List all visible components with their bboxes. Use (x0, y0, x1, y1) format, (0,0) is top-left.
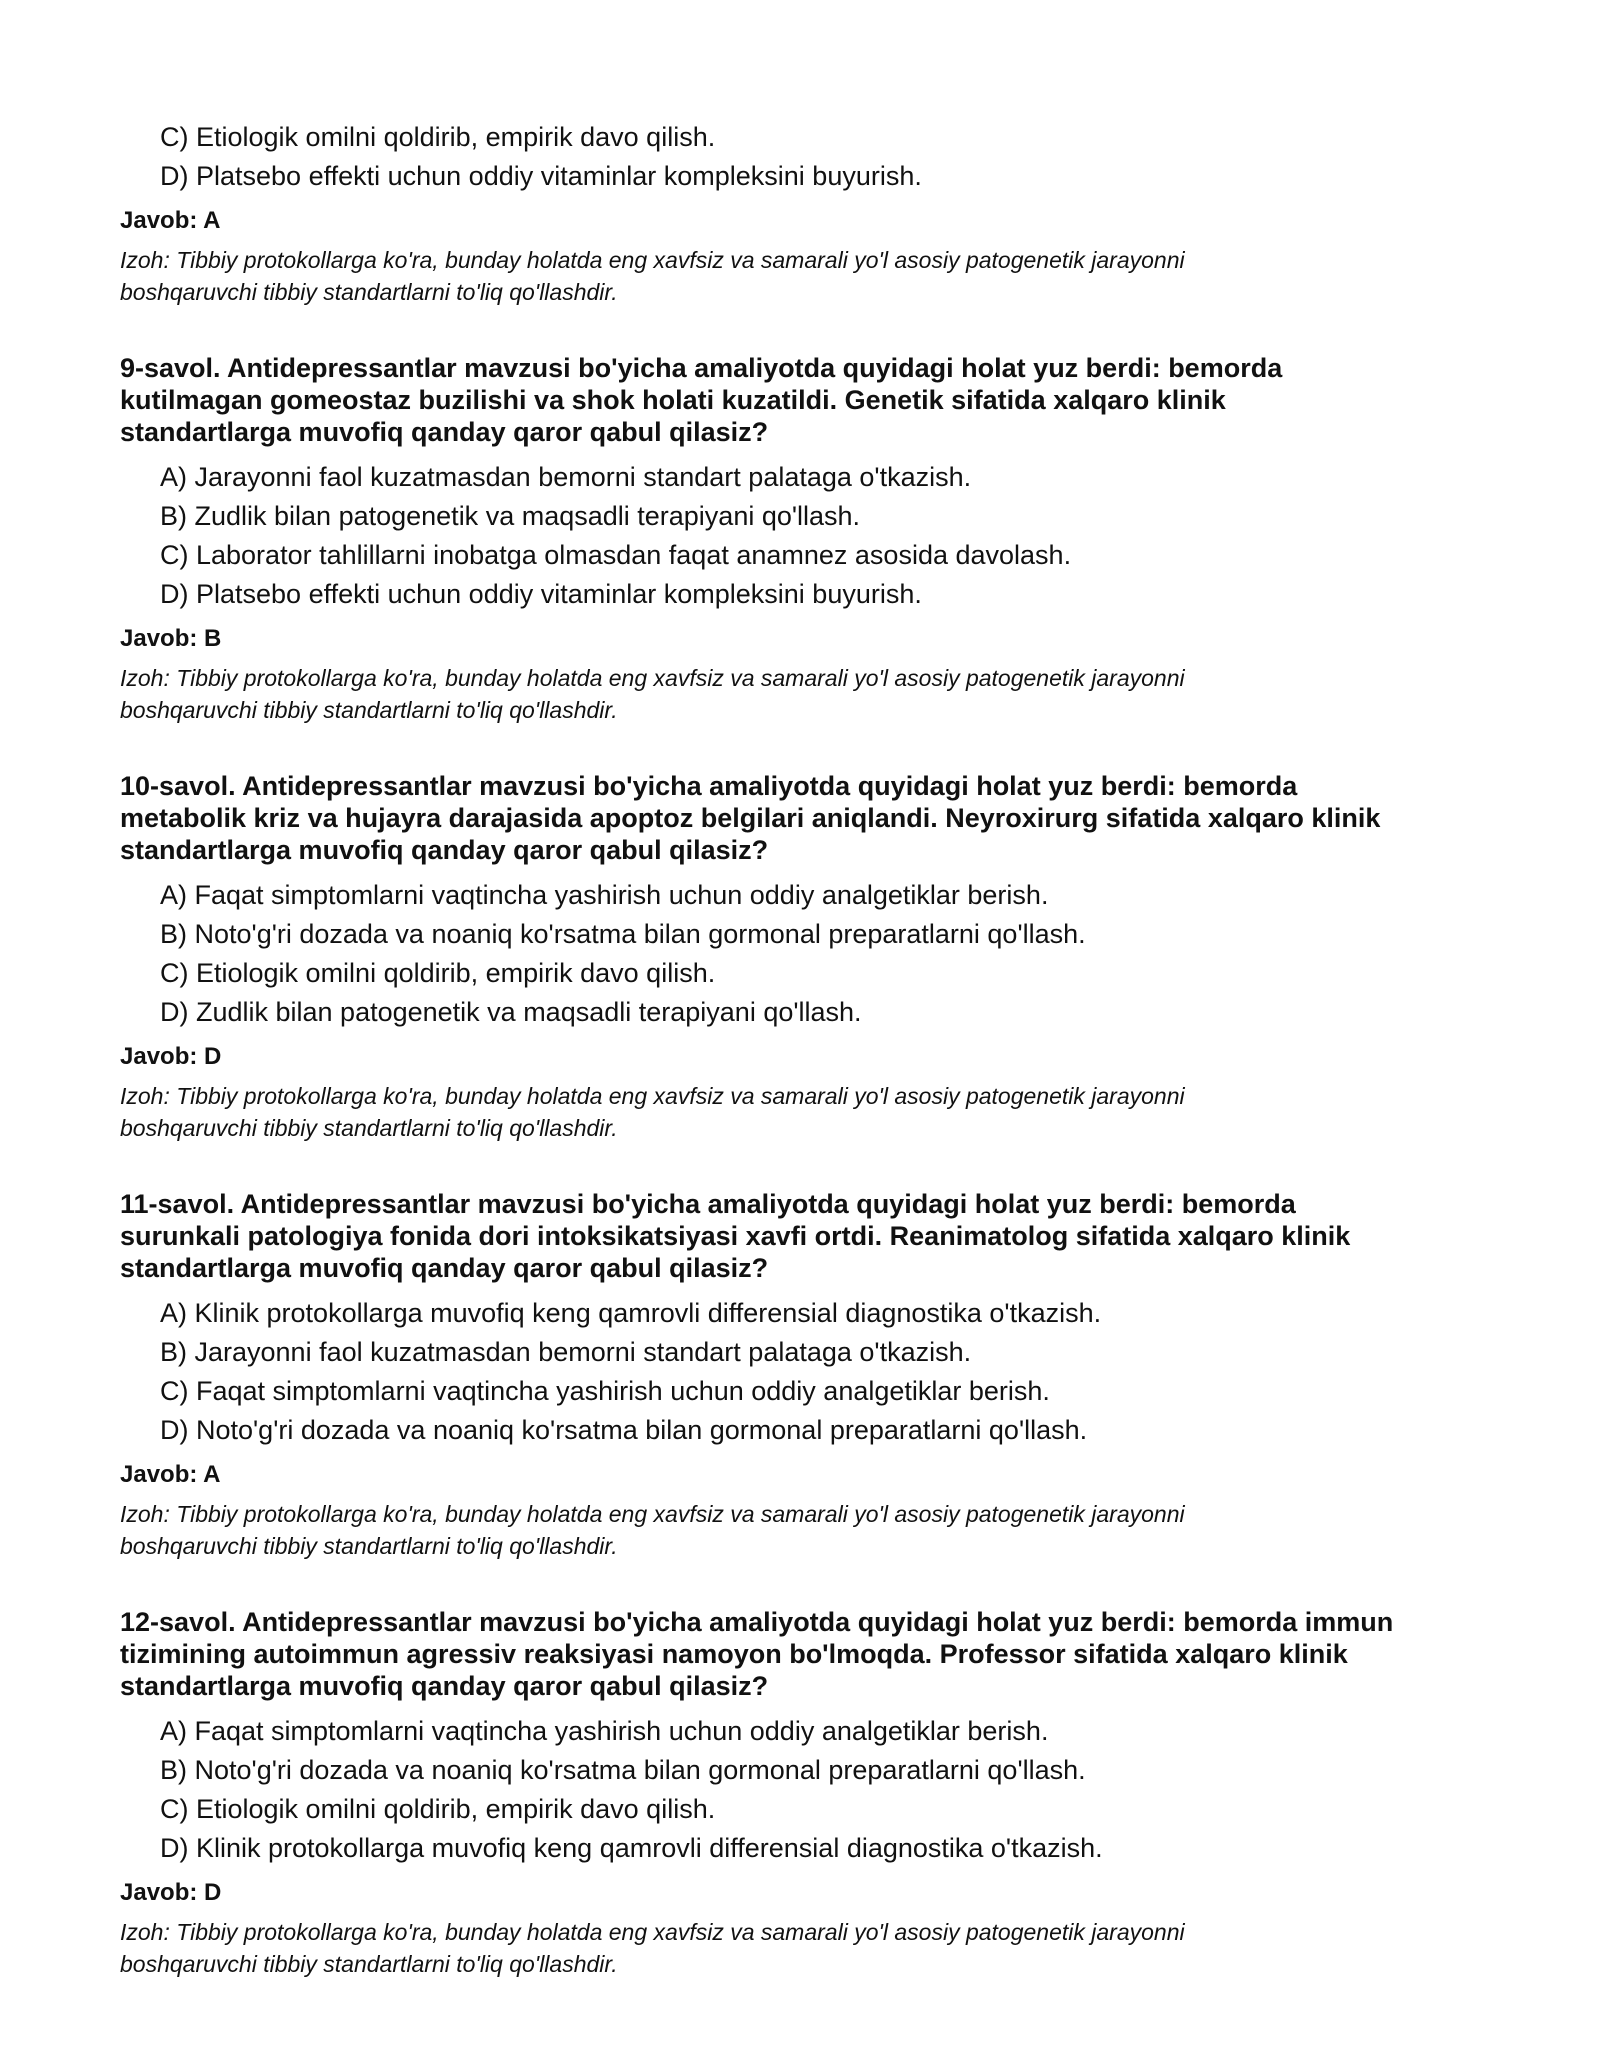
question-line: 12-savol. Antidepressantlar mavzusi bo'yicha amaliyotda quyidagi holat yuz berdi: bemorda immun (120, 1607, 1394, 1637)
answer-label: Javob: D (120, 1879, 222, 1906)
question-block-12 (120, 1606, 1500, 1980)
question-line: standartlarga muvofiq qanday qaror qabul qilasiz? (120, 417, 769, 447)
question-line: 9-savol. Antidepressantlar mavzusi bo'yicha amaliyotda quyidagi holat yuz berdi: bemorda (120, 353, 1283, 383)
option-c: C) Etiologik omilni qoldirib, empirik davo qilish. (160, 1794, 716, 1824)
question-line: surunkali patologiya fonida dori intoksikatsiyasi xavfi ortdi. Reanimatolog sifatida xalqaro klinik (120, 1221, 1351, 1251)
option-c: C) Laborator tahlillarni inobatga olmasdan faqat anamnez asosida davolash. (160, 540, 1072, 570)
question-text (120, 770, 1500, 866)
explanation-note (120, 662, 1500, 726)
option-a: A) Faqat simptomlarni vaqtincha yashirish uchun oddiy analgetiklar berish. (160, 1716, 1049, 1746)
explanation-note (120, 244, 1500, 308)
option-b: B) Noto'g'ri dozada va noaniq ko'rsatma bilan gormonal preparatlarni qo'llash. (160, 919, 1086, 949)
note-line: boshqaruvchi tibbiy standartlarni to'liq qo'llashdir. (120, 1951, 618, 1977)
question-text (120, 352, 1500, 448)
explanation-note (120, 1916, 1500, 1980)
answer-label: Javob: D (120, 1043, 222, 1070)
question-block-9 (120, 352, 1500, 726)
option-d: D) Zudlik bilan patogenetik va maqsadli terapiyani qo'llash. (160, 997, 862, 1027)
note-line: Izoh: Tibbiy protokollarga ko'ra, bunday holatda eng xavfsiz va samarali yo'l asosiy patogenetik jarayonni (120, 247, 1185, 273)
question-text (120, 1606, 1500, 1702)
question-text (120, 1188, 1500, 1284)
option-d: D) Noto'g'ri dozada va noaniq ko'rsatma bilan gormonal preparatlarni qo'llash. (160, 1415, 1088, 1445)
question-block-11 (120, 1188, 1500, 1562)
question-line: tizimining autoimmun agressiv reaksiyasi namoyon bo'lmoqda. Professor sifatida xalqaro klinik (120, 1639, 1348, 1669)
option-a: A) Klinik protokollarga muvofiq keng qamrovli differensial diagnostika o'tkazish. (160, 1298, 1102, 1328)
note-line: Izoh: Tibbiy protokollarga ko'ra, bunday holatda eng xavfsiz va samarali yo'l asosiy patogenetik jarayonni (120, 1083, 1185, 1109)
question-line: 11-savol. Antidepressantlar mavzusi bo'yicha amaliyotda quyidagi holat yuz berdi: bemorda (120, 1189, 1296, 1219)
option-b: B) Zudlik bilan patogenetik va maqsadli terapiyani qo'llash. (160, 501, 861, 531)
question-line: metabolik kriz va hujayra darajasida apoptoz belgilari aniqlandi. Neyroxirurg sifatida xalqaro klinik (120, 803, 1381, 833)
note-line: boshqaruvchi tibbiy standartlarni to'liq qo'llashdir. (120, 697, 618, 723)
note-line: boshqaruvchi tibbiy standartlarni to'liq qo'llashdir. (120, 1533, 618, 1559)
option-a: A) Jarayonni faol kuzatmasdan bemorni standart palataga o'tkazish. (160, 462, 972, 492)
question-line: standartlarga muvofiq qanday qaror qabul qilasiz? (120, 1671, 769, 1701)
question-line: 10-savol. Antidepressantlar mavzusi bo'yicha amaliyotda quyidagi holat yuz berdi: bemorda (120, 771, 1298, 801)
question-line: kutilmagan gomeostaz buzilishi va shok holati kuzatildi. Genetik sifatida xalqaro klinik (120, 385, 1226, 415)
question-line: standartlarga muvofiq qanday qaror qabul qilasiz? (120, 835, 769, 865)
option-d: D) Platsebo effekti uchun oddiy vitaminlar kompleksini buyurish. (160, 579, 922, 609)
question-block-partial (120, 118, 1500, 308)
answer-label: Javob: B (120, 625, 222, 652)
note-line: boshqaruvchi tibbiy standartlarni to'liq qo'llashdir. (120, 279, 618, 305)
option-d: D) Platsebo effekti uchun oddiy vitaminlar kompleksini buyurish. (160, 161, 922, 191)
note-line: Izoh: Tibbiy protokollarga ko'ra, bunday holatda eng xavfsiz va samarali yo'l asosiy patogenetik jarayonni (120, 1919, 1185, 1945)
question-block-10 (120, 770, 1500, 1144)
option-b: B) Jarayonni faol kuzatmasdan bemorni standart palataga o'tkazish. (160, 1337, 972, 1367)
option-c: C) Etiologik omilni qoldirib, empirik davo qilish. (160, 122, 716, 152)
explanation-note (120, 1080, 1500, 1144)
question-line: standartlarga muvofiq qanday qaror qabul qilasiz? (120, 1253, 769, 1283)
option-c: C) Etiologik omilni qoldirib, empirik davo qilish. (160, 958, 716, 988)
document-page (120, 118, 1500, 1980)
note-line: boshqaruvchi tibbiy standartlarni to'liq qo'llashdir. (120, 1115, 618, 1141)
answer-label: Javob: A (120, 1461, 221, 1488)
explanation-note (120, 1498, 1500, 1562)
option-c: C) Faqat simptomlarni vaqtincha yashirish uchun oddiy analgetiklar berish. (160, 1376, 1050, 1406)
option-a: A) Faqat simptomlarni vaqtincha yashirish uchun oddiy analgetiklar berish. (160, 880, 1049, 910)
option-b: B) Noto'g'ri dozada va noaniq ko'rsatma bilan gormonal preparatlarni qo'llash. (160, 1755, 1086, 1785)
note-line: Izoh: Tibbiy protokollarga ko'ra, bunday holatda eng xavfsiz va samarali yo'l asosiy patogenetik jarayonni (120, 1501, 1185, 1527)
note-line: Izoh: Tibbiy protokollarga ko'ra, bunday holatda eng xavfsiz va samarali yo'l asosiy patogenetik jarayonni (120, 665, 1185, 691)
answer-label: Javob: A (120, 207, 221, 234)
option-d: D) Klinik protokollarga muvofiq keng qamrovli differensial diagnostika o'tkazish. (160, 1833, 1103, 1863)
